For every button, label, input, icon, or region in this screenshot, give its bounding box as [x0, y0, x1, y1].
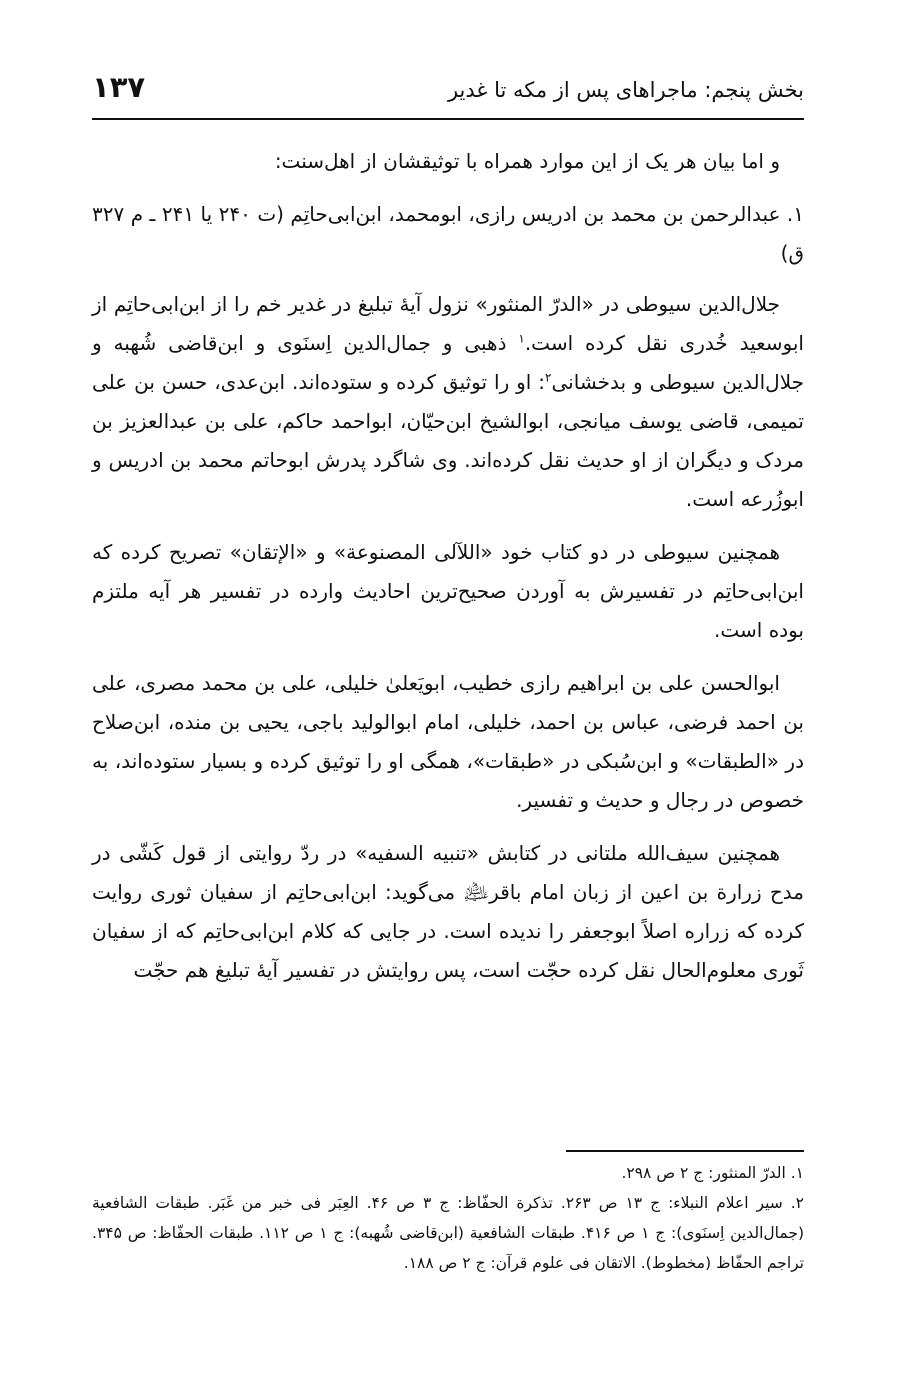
paragraph-1-text-c: : او را توثیق کرده و ستوده‌اند. ابن‌عدی، حسن بن علی تمیمی، قاضی یوسف میانجی، ابوالشیخ ابن‌حیّان، ابواحمد حاکم، علی بن عبدالعزیز بن مردک و دیگران از او حدیث نقل کرده‌اند. وی شاگرد پدرش ابوحاتم محمد بن ادریس و ابوزُرعه است.	[92, 370, 804, 511]
footnote-1: ۱. الدرّ المنثور: ج ۲ ص ۲۹۸.	[621, 1164, 804, 1182]
page-header	[92, 64, 804, 120]
paragraph-2: همچنین سیوطی در دو کتاب خود «اللآلی المصنوعة» و «الإتقان» تصریح کرده که ابن‌ابی‌حاتِم در تفسیرش به آوردن صحیح‌ترین احادیث وارده در تفسیر هر آیه ملتزم بوده است.	[92, 540, 804, 642]
page-number: ۱۳۷	[92, 70, 146, 104]
paragraph-1-text-a: جلال‌الدین سیوطی در «الدرّ المنثور» نزول آیهٔ تبلیغ در غدیر خم را از ابن‌ابی‌حاتِم از ابوسعید خُدری نقل کرده است.	[92, 292, 804, 355]
item-1-heading: ۱. عبدالرحمن بن محمد بن ادریس رازی، ابومحمد، ابن‌ابی‌حاتِم (ت ۲۴۰ یا ۲۴۱ ـ م ۳۲۷ ق)	[92, 202, 804, 265]
footnote-2: ۲. سیر اعلام النبلاء: ج ۱۳ ص ۲۶۳. تذکرة الحفّاظ: ج ۳ ص ۴۶. العِبَر فی خبر من غَبَر. طبقات الشافعیة (جمال‌الدین اِسنَوی): ج ۱ ص ۴۱۶. طبقات الشافعیة (ابن‌قاضی شُهبه): ج ۱ ص ۱۱۲. طبقات الحفّاظ: ص ۳۴۵. تراجم الحفّاظ (مخطوط). الاتقان فی علوم قرآن: ج ۲ ص ۱۸۸.	[92, 1194, 804, 1272]
footnotes	[92, 1158, 804, 1278]
main-text	[92, 142, 804, 990]
footnote-ref-1: ۱	[518, 331, 525, 346]
paragraph-1-text-b: ذهبی و جمال‌الدین اِسنَوی و ابن‌قاضی شُهبه و جلال‌الدین سیوطی و بدخشانی	[92, 331, 805, 394]
intro-paragraph: و اما بیان هر یک از این موارد همراه با توثیقشان از اهل‌سنت:	[274, 149, 780, 173]
footnote-divider	[566, 1150, 804, 1152]
footnote-ref-2: ۲	[545, 370, 552, 385]
paragraph-1	[92, 285, 804, 519]
paragraph-3: ابوالحسن علی بن ابراهیم رازی خطیب، ابویَعلیٰ خلیلی، علی بن محمد مصری، علی بن احمد فرضی، عباس بن احمد، خلیلی، امام ابوالولید باجی، یحیی بن منده، ابن‌صلاح در «الطبقات» و ابن‌سُبکی در «طبقات»، همگی او را توثیق کرده و بسیار ستوده‌اند، به خصوص در رجال و حدیث و تفسیر.	[92, 671, 804, 812]
paragraph-4: همچنین سیف‌الله ملتانی در کتابش «تنبیه السفیه» در ردّ روایتی از قول کَشّی در مدح زرارة بن اعین از زبان امام باقر﵇ می‌گوید: ابن‌ابی‌حاتِم از سفیان ثوری روایت کرده که زراره اصلاً ابوجعفر را ندیده است. در جایی که کلام ابن‌ابی‌حاتِم که از سفیان ثَوری معلوم‌الحال نقل کرده حجّت است، پس روایتش در تفسیر آیهٔ تبلیغ هم حجّت	[92, 841, 804, 982]
running-title: بخش پنجم: ماجراهای پس از مکه تا غدیر	[447, 78, 804, 102]
